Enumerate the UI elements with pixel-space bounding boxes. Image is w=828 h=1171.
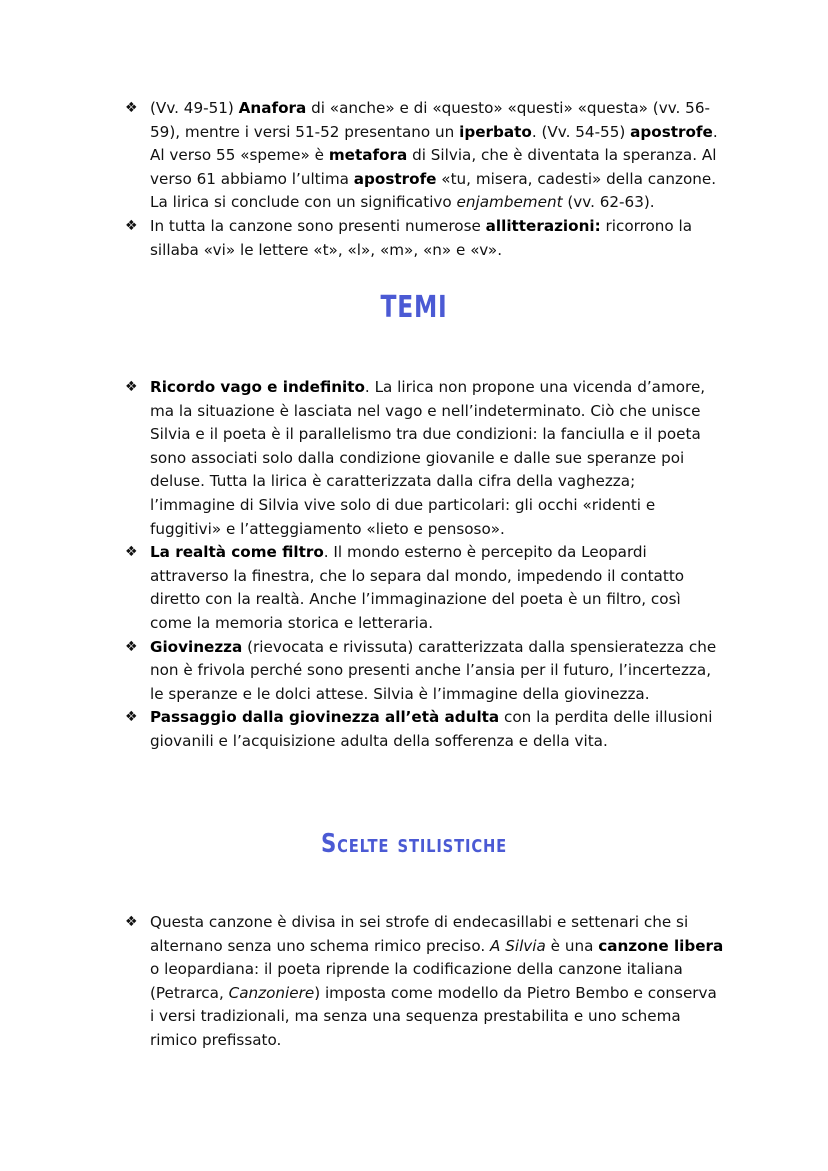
bold-term: La realtà come filtro (150, 543, 324, 562)
diamond-bullet-icon: ❖ (125, 709, 138, 726)
bold-term: Anafora (238, 99, 307, 117)
text-segment: (vv. 62-63). (562, 193, 655, 212)
bullet-item (125, 215, 725, 262)
text-segment: di Silvia, che è diventata la speranza. Al verso 61 abbiamo l’ultima (150, 146, 717, 188)
text-segment: Questa canzone è divisa in sei strofe di endecasillabi e settenari che si alternano senza uno schema rimico preciso. (150, 913, 689, 955)
bullet-item (125, 706, 725, 753)
text-segment: ) imposta come modello da Pietro Bembo e conserva i versi tradizionali, ma senza una sequenza prestabilita e uno schema rimico prefissato. (150, 983, 717, 1049)
bullet-item (125, 376, 725, 541)
bold-term: Passaggio dalla giovinezza all’età adulta (150, 708, 500, 727)
section-title-scelte-stilistiche: Scelte stilistiche (320, 829, 508, 859)
bold-term: apostrofe (353, 169, 437, 188)
bullet-item (125, 911, 725, 1053)
italic-term: A Silvia (490, 936, 546, 955)
diamond-bullet-icon: ❖ (125, 379, 138, 395)
diamond-bullet-icon: ❖ (125, 544, 138, 561)
text-segment: di «anche» e di «questo» «questi» «questa» (vv. 56-59), mentre i versi 51-52 presentano un (150, 99, 710, 141)
text-segment: (rievocata e rivissuta) caratterizzata dalla spensieratezza che non è frivola perché sono presenti anche l’ansia per il futuro, l’incertezza, le speranze e le dolci attese. Silvia è l’immagine della giovinezza. (150, 637, 717, 703)
text-segment: o leopardiana: il poeta riprende la codificazione della canzone italiana (Petrarca, (150, 960, 683, 1002)
text-segment: . La lirica non propone una vicenda d’amore, ma la situazione è lasciata nel vago e nell’indeterminato. Ciò che unisce Silvia e il poeta è il parallelismo tra due condizioni: la fanciulla e il poeta sono associati solo dalla condizione giovanile e dalle sue speranze poi deluse. Tutta la lirica è caratterizzata dalla cifra della vaghezza; l’immagine di Silvia vive solo di due particolari: gli occhi «ridenti e fuggitivi» e l’atteggiamento «lieto e pensoso». (150, 378, 706, 538)
bold-term: iperbato (459, 122, 532, 141)
bullet-item (125, 541, 725, 635)
bold-term: Giovinezza (150, 637, 243, 656)
bold-term: allitterazioni: (485, 216, 601, 235)
italic-term: Canzoniere (228, 983, 315, 1002)
text-segment: (Vv. 49-51) (150, 99, 239, 117)
text-segment: . (Vv. 54-55) (531, 122, 631, 141)
text-segment: ricorrono la sillaba «vi» le lettere «t», «l», «m», «n» e «v». (150, 216, 693, 259)
temi-bullet-list (125, 376, 725, 754)
diamond-bullet-icon: ❖ (125, 914, 138, 930)
scelte-bullet-list (125, 911, 725, 1053)
diamond-bullet-icon: ❖ (125, 217, 138, 234)
text-segment: . Al verso 55 «speme» è (150, 122, 718, 165)
text-segment: è una (545, 936, 599, 955)
text-segment: con la perdita delle illusioni giovanili e l’acquisizione adulta della sofferenza e della vita. (150, 708, 713, 750)
intro-bullet-list (125, 97, 725, 262)
bold-term: canzone libera (598, 936, 724, 955)
bullet-item (125, 97, 725, 215)
section-title-temi: TEMI (380, 290, 448, 325)
bold-term: apostrofe (630, 122, 713, 141)
text-segment: In tutta la canzone sono presenti numerose (150, 216, 486, 235)
text-segment: . Il mondo esterno è percepito da Leopardi attraverso la finestra, che lo separa dal mondo, impedendo il contatto diretto con la realtà. Anche l’immaginazione del poeta è un filtro, così come la memoria storica e letteraria. (150, 543, 685, 632)
italic-term: enjambement (456, 193, 563, 212)
diamond-bullet-icon: ❖ (125, 638, 138, 655)
bold-term: Ricordo vago e indefinito (150, 378, 365, 396)
bullet-item (125, 636, 725, 707)
text-segment: «tu, misera, cadesti» della canzone. La lirica si conclude con un significativo (150, 169, 717, 212)
diamond-bullet-icon: ❖ (125, 100, 138, 116)
bold-term: metafora (328, 146, 408, 165)
